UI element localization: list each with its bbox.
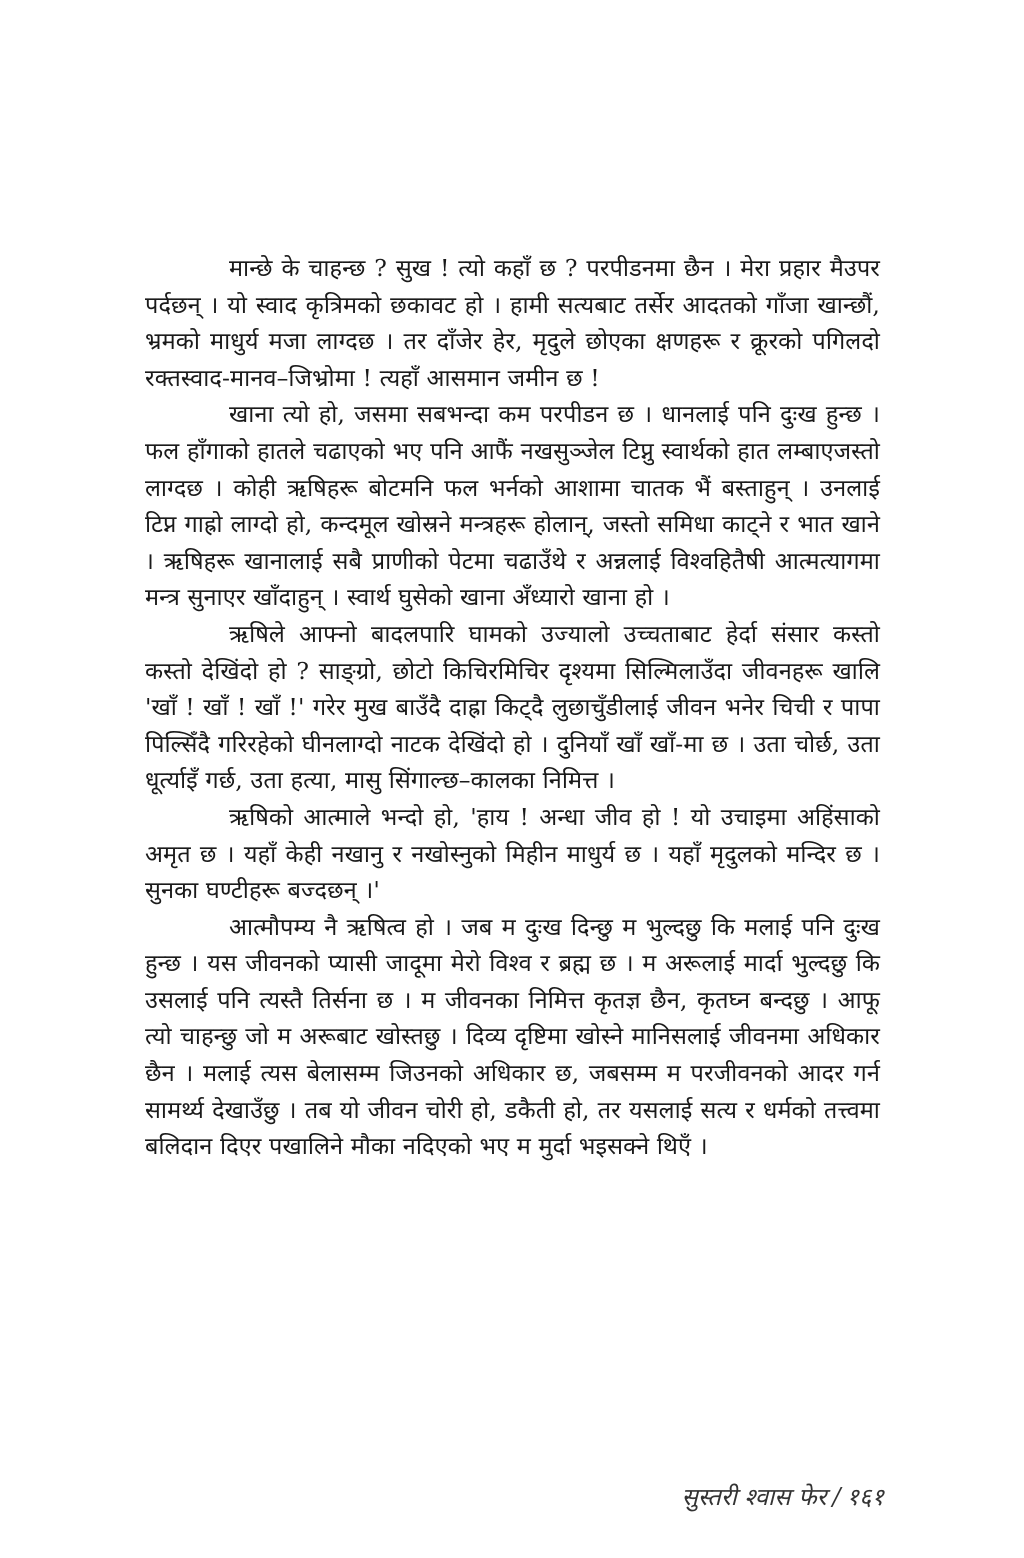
paragraph-4: ऋषिको आत्माले भन्दो हो, 'हाय ! अन्धा जीव हो ! यो उचाइमा अहिंसाको अमृत छ । यहाँ केही नखानु र नखोस्नुको मिहीन माधुर्य छ । यहाँ मृदुलको मन्दिर छ । सुनका घण्टीहरू बज्दछन् ।': [145, 802, 880, 905]
footer-page-number: १६१: [846, 1483, 884, 1511]
footer-book-title: सुस्तरी श्वास फेर: [681, 1483, 827, 1511]
paragraph-5: आत्मौपम्य नै ऋषित्व हो । जब म दुःख दिन्छु म भुल्दछु कि मलाई पनि दुःख हुन्छ । यस जीवनको प्यासी जादूमा मेरो विश्व र ब्रह्म छ । म अरूलाई मार्दा भुल्दछु कि उसलाई पनि त्यस्तै तिर्सना छ । म जीवनका निमित्त कृतज्ञ छैन, कृतघ्न बन्दछु । आफू त्यो चाहन्छु जो म अरूबाट खोस्तछु । दिव्य दृष्टिमा खोस्ने मानिसलाई जीवनमा अधिकार छैन । मलाई त्यस बेलासम्म जिउनको अधिकार छ, जबसम्म म परजीवनको आदर गर्न सामर्थ्य देखाउँछु । तब यो जीवन चोरी हो, डकैती हो, तर यसलाई सत्य र धर्मको तत्त्वमा बलिदान दिएर पखालिने मौका नदिएको भए म मुर्दा भइसक्ने थिएँ ।: [145, 912, 880, 1161]
paragraph-2: खाना त्यो हो, जसमा सबभन्दा कम परपीडन छ । धानलाई पनि दुःख हुन्छ । फल हाँगाको हातले चढाएको भए पनि आफैं नखसुञ्जेल टिप्नु स्वार्थको हात लम्बाएजस्तो लाग्दछ । कोही ऋषिहरू बोटमनि फल भर्नको आशामा चातक भैं बस्ताहुन् । उनलाई टिप्न गाह्रो लाग्दो हो, कन्दमूल खोस्रने मन्त्रहरू होलान्, जस्तो समिधा काट्ने र भात खाने । ऋषिहरू खानालाई सबै प्राणीको पेटमा चढाउँथे र अन्नलाई विश्वहितैषी आत्मत्यागमा मन्त्र सुनाएर खाँदाहुन् । स्वार्थ घुसेको खाना अँध्यारो खाना हो ।: [145, 400, 880, 612]
footer-separator: /: [832, 1483, 841, 1511]
page-footer: [676, 1480, 884, 1513]
paragraph-3: ऋषिले आफ्नो बादलपारि घामको उज्यालो उच्चताबाट हेर्दा संसार कस्तो कस्तो देखिंदो हो ? साङ्ग्रो, छोटो किचिरमिचिर दृश्यमा सिल्मिलाउँदा जीवनहरू खालि 'खाँ ! खाँ ! खाँ !' गरेर मुख बाउँदै दाह्रा किट्दै लुछाचुँडीलाई जीवन भनेर चिची र पापा पिल्सिँदै गरिरहेको घीनलाग्दो नाटक देखिंदो हो । दुनियाँ खाँ खाँ-मा छ । उता चोर्छ, उता धूर्त्याइँ गर्छ, उता हत्या, मासु सिंगाल्छ–कालका निमित्त ।: [145, 619, 880, 795]
page-body: [145, 250, 880, 1165]
paragraph-1: मान्छे के चाहन्छ ? सुख ! त्यो कहाँ छ ? परपीडनमा छैन । मेरा प्रहार मैउपर पर्दछन् । यो स्वाद कृत्रिमको छकावट हो । हामी सत्यबाट तर्सेर आदतको गाँजा खान्छौं, भ्रमको माधुर्य मजा लाग्दछ । तर दाँजेर हेर, मृदुले छोएका क्षणहरू र क्रूरको पगिलदो रक्तस्वाद-मानव–जिभ्रोमा ! त्यहाँ आसमान जमीन छ !: [145, 254, 880, 392]
